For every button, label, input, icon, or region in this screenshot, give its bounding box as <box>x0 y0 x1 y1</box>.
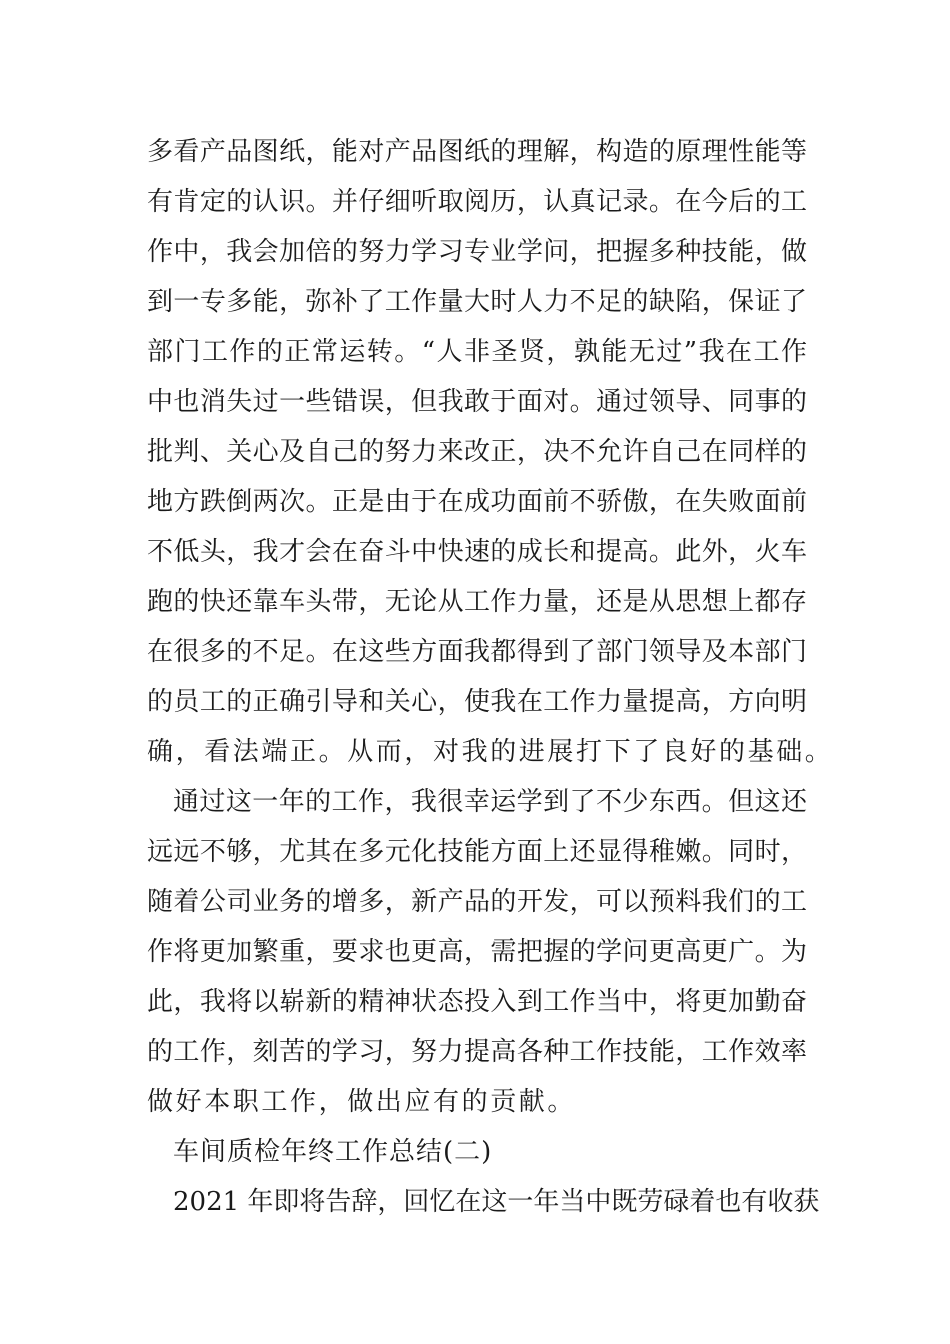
paragraph-2-line-2: 远远不够，尤其在多元化技能方面上还显得稚嫩。同时， <box>147 837 807 867</box>
paragraph-1-line-6: 中也消失过一些错误，但我敢于面对。通过领导、同事的 <box>147 387 807 417</box>
paragraph-2-line-7: 做好本职工作，做出应有的贡献。 <box>147 1087 577 1117</box>
paragraph-1-line-3: 作中，我会加倍的努力学习专业学问，把握多种技能，做 <box>147 237 807 267</box>
paragraph-1-line-2: 有肯定的认识。并仔细听取阅历，认真记录。在今后的工 <box>147 187 807 217</box>
paragraph-3-line-1: 2021 年即将告辞，回忆在这一年当中既劳碌着也有收获 <box>173 1187 820 1217</box>
paragraph-1-line-10: 跑的快还靠车头带，无论从工作力量，还是从思想上都存 <box>147 587 807 617</box>
paragraph-1-line-1: 多看产品图纸，能对产品图纸的理解，构造的原理性能等 <box>147 137 807 167</box>
paragraph-2-line-5: 此，我将以崭新的精神状态投入到工作当中，将更加勤奋 <box>147 987 807 1017</box>
paragraph-1-line-7: 批判、关心及自己的努力来改正，决不允许自己在同样的 <box>147 437 807 467</box>
paragraph-2-line-3: 随着公司业务的增多，新产品的开发，可以预料我们的工 <box>147 887 807 917</box>
paragraph-1-line-5: 部门工作的正常运转。“人非圣贤，孰能无过”我在工作 <box>147 337 807 367</box>
paragraph-1-line-9: 不低头，我才会在奋斗中快速的成长和提高。此外，火车 <box>147 537 807 567</box>
paragraph-2-line-1: 通过这一年的工作，我很幸运学到了不少东西。但这还 <box>173 787 807 817</box>
paragraph-1-line-13: 确，看法端正。从而，对我的进展打下了良好的基础。 <box>147 737 834 767</box>
paragraph-1-line-11: 在很多的不足。在这些方面我都得到了部门领导及本部门 <box>147 637 807 667</box>
paragraph-1-line-4: 到一专多能，弥补了工作量大时人力不足的缺陷，保证了 <box>147 287 807 317</box>
paragraph-1-line-12: 的员工的正确引导和关心，使我在工作力量提高，方向明 <box>147 687 807 717</box>
paragraph-2-line-4: 作将更加繁重，要求也更高，需把握的学问更高更广。为 <box>147 937 807 967</box>
paragraph-2-line-6: 的工作，刻苦的学习，努力提高各种工作技能，工作效率 <box>147 1037 807 1067</box>
section-heading: 车间质检年终工作总结(二) <box>173 1137 493 1167</box>
paragraph-1-line-8: 地方跌倒两次。正是由于在成功面前不骄傲，在失败面前 <box>147 487 807 517</box>
